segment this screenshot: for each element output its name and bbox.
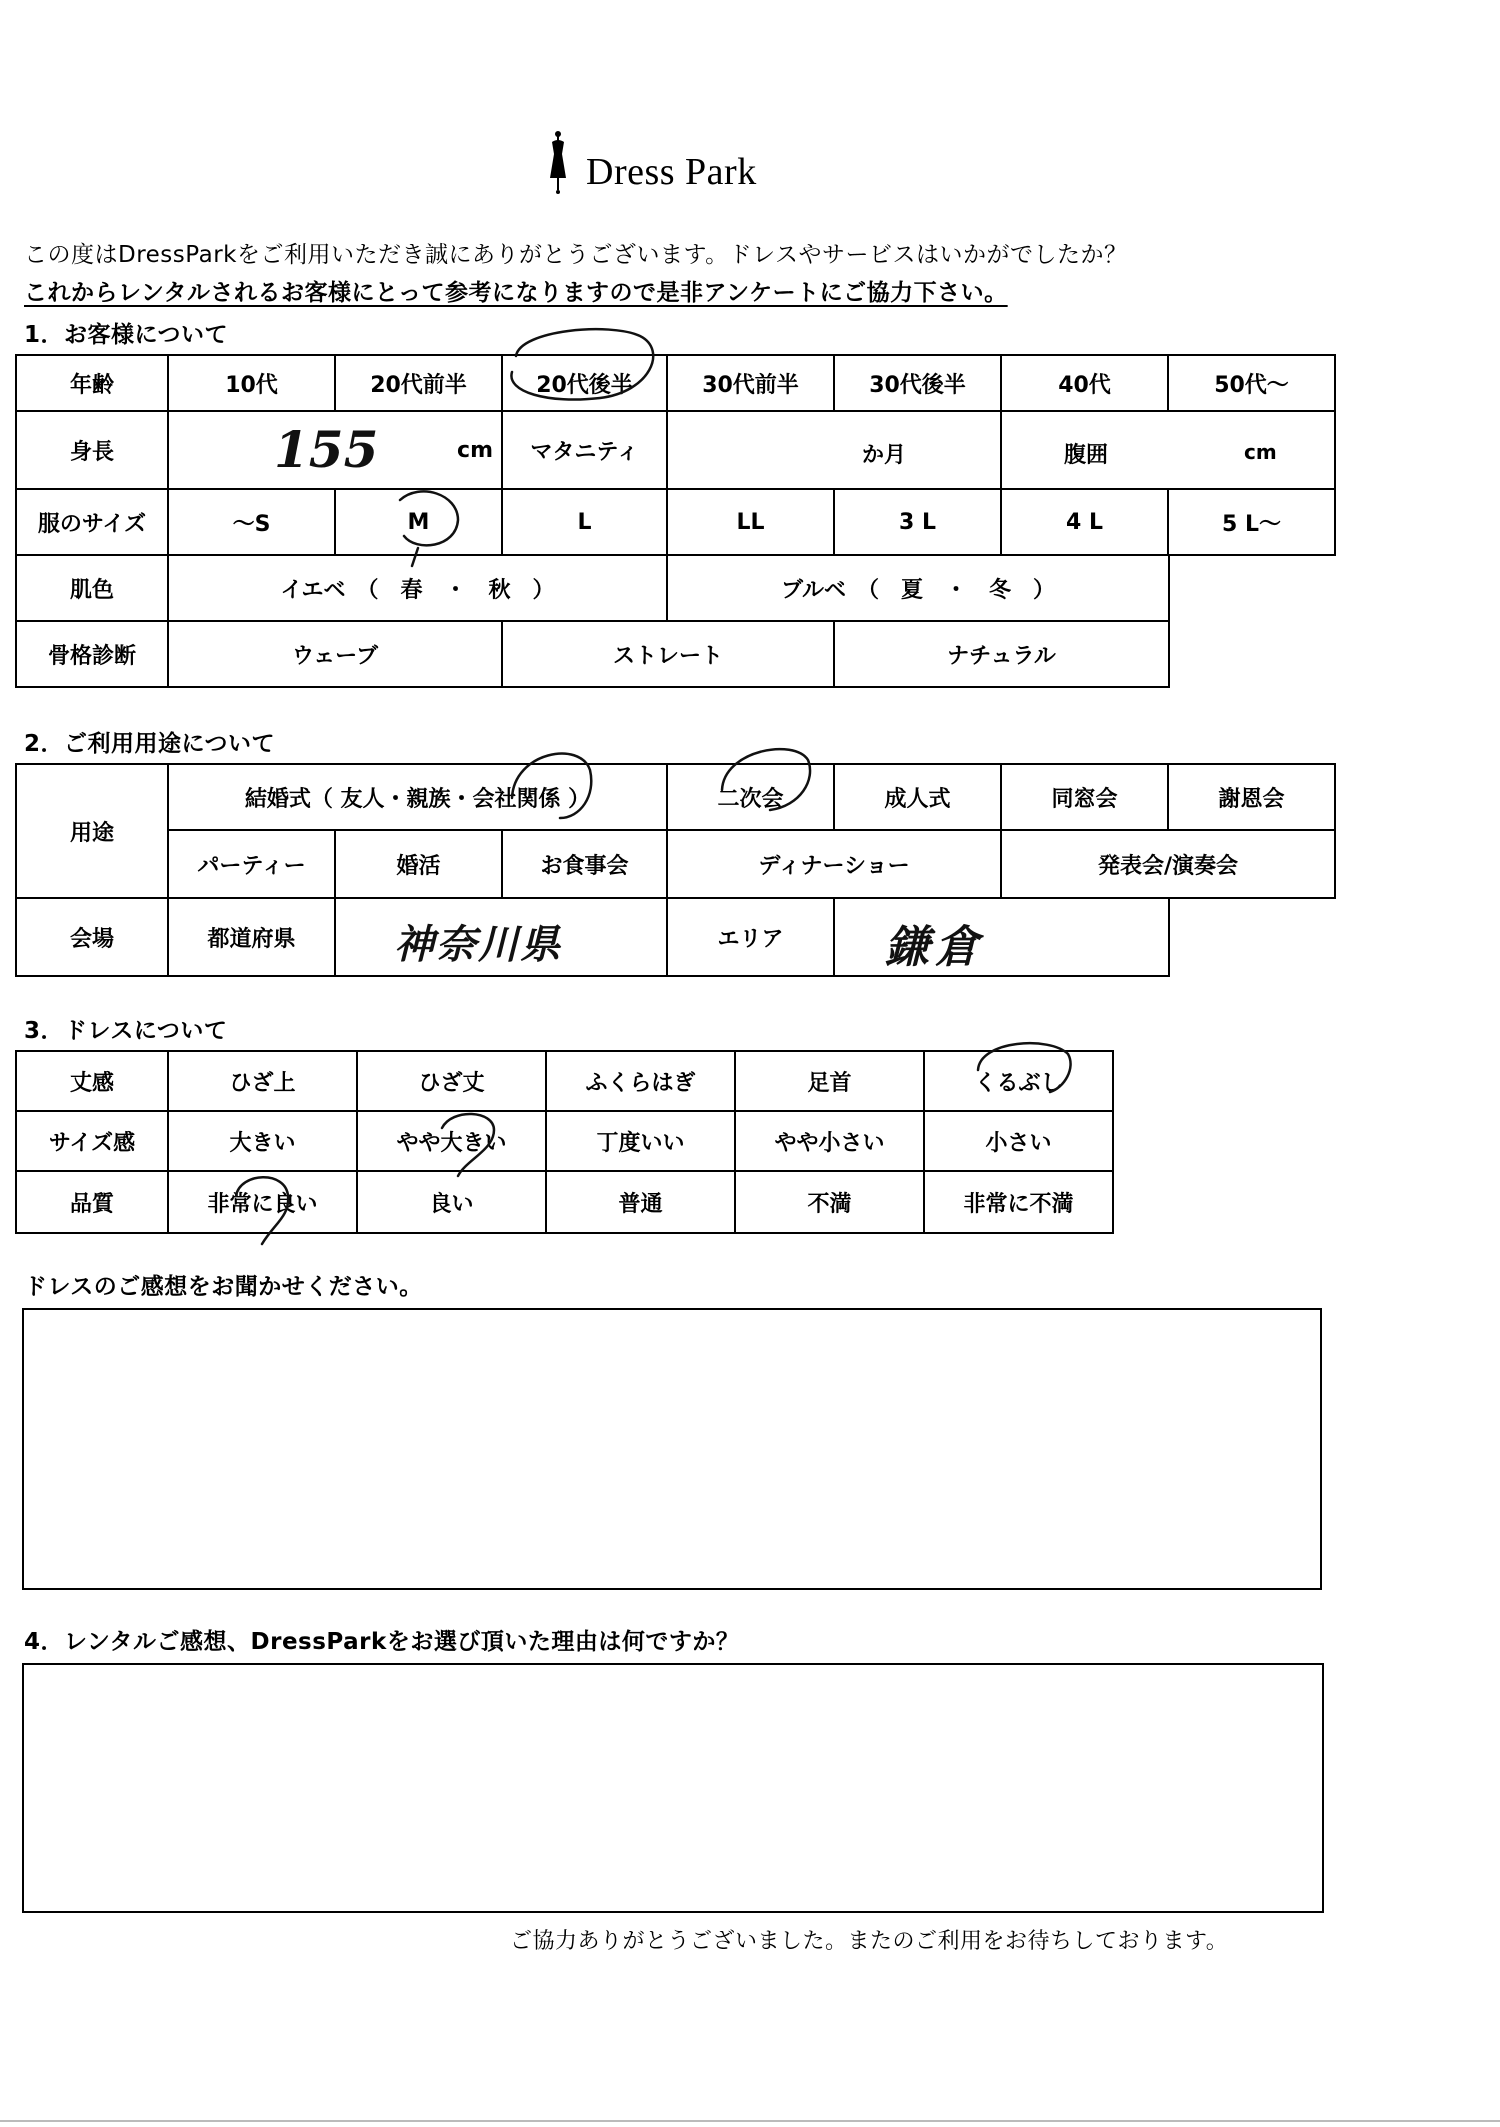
waist-field[interactable]	[1000, 410, 1336, 490]
age-option-early-20s[interactable]: 20代前半	[334, 354, 503, 412]
waist-label: 腹囲	[1064, 443, 1109, 468]
size-option-3l[interactable]: 3 L	[833, 488, 1002, 556]
section1-title: 1．お客様について	[24, 322, 229, 348]
months-unit: か月	[862, 443, 907, 468]
brand-name: Dress Park	[586, 151, 757, 193]
quality-poor[interactable]: 不満	[734, 1170, 925, 1234]
prefecture-label: 都道府県	[167, 897, 336, 977]
size-option-ll[interactable]: LL	[666, 488, 835, 556]
purpose-label: 用途	[15, 763, 169, 899]
quality-good[interactable]: 良い	[356, 1170, 547, 1234]
section3-title: 3．ドレスについて	[24, 1018, 228, 1044]
age-option-late-20s[interactable]: 20代後半	[501, 354, 668, 412]
length-knee[interactable]: ひざ丈	[356, 1050, 547, 1112]
dress-comment-prompt: ドレスのご感想をお聞かせください。	[24, 1274, 423, 1300]
skin-label: 肌色	[15, 554, 169, 622]
length-above-knee[interactable]: ひざ上	[167, 1050, 358, 1112]
purpose-thanks-party[interactable]: 謝恩会	[1167, 763, 1336, 831]
purpose-dinner-show[interactable]: ディナーショー	[666, 829, 1002, 899]
purpose-konkatsu[interactable]: 婚活	[334, 829, 503, 899]
age-option-10s[interactable]: 10代	[167, 354, 336, 412]
quality-label: 品質	[15, 1170, 169, 1234]
area-label: エリア	[666, 897, 835, 977]
area-field[interactable]	[833, 897, 1170, 977]
length-floor[interactable]: くるぶし	[923, 1050, 1114, 1112]
age-label: 年齢	[15, 354, 169, 412]
notice-text: これからレンタルされるお客様にとって参考になりますので是非アンケートにご協力下さい。	[24, 280, 1008, 306]
fit-label: サイズ感	[15, 1110, 169, 1172]
quality-very-poor[interactable]: 非常に不満	[923, 1170, 1114, 1234]
purpose-coming-of-age[interactable]: 成人式	[833, 763, 1002, 831]
intro-text: この度はDressParkをご利用いただき誠にありがとうございます。ドレスやサービスはいかがでしたか？	[24, 242, 1128, 268]
scan-edge-line	[0, 2120, 1500, 2122]
size-option-m[interactable]: M	[334, 488, 503, 556]
size-option-s[interactable]: 〜S	[167, 488, 336, 556]
quality-average[interactable]: 普通	[545, 1170, 736, 1234]
height-unit: cm	[457, 438, 493, 463]
age-option-40s[interactable]: 40代	[1000, 354, 1169, 412]
maternity-label: マタニティ	[501, 410, 668, 490]
prefecture-field[interactable]	[334, 897, 668, 977]
frame-option-straight[interactable]: ストレート	[501, 620, 835, 688]
size-label: 服のサイズ	[15, 488, 169, 556]
height-label: 身長	[15, 410, 169, 490]
maternity-months-field[interactable]	[666, 410, 1002, 490]
height-value: 155	[274, 420, 379, 479]
fit-slightly-large[interactable]: やや大きい	[356, 1110, 547, 1172]
closing-text: ご協力ありがとうございました。またのご利用をお待ちしております。	[510, 1929, 1229, 1954]
quality-very-good[interactable]: 非常に良い	[167, 1170, 358, 1234]
length-label: 丈感	[15, 1050, 169, 1112]
age-option-early-30s[interactable]: 30代前半	[666, 354, 835, 412]
frame-option-wave[interactable]: ウェーブ	[167, 620, 503, 688]
length-calf[interactable]: ふくらはぎ	[545, 1050, 736, 1112]
purpose-party[interactable]: パーティー	[167, 829, 336, 899]
purpose-after-party[interactable]: 二次会	[666, 763, 835, 831]
purpose-reunion[interactable]: 同窓会	[1000, 763, 1169, 831]
dress-comment-box[interactable]	[22, 1308, 1322, 1590]
purpose-recital[interactable]: 発表会/演奏会	[1000, 829, 1336, 899]
venue-label: 会場	[15, 897, 169, 977]
age-option-50s[interactable]: 50代〜	[1167, 354, 1336, 412]
size-option-5l[interactable]: 5 L〜	[1167, 488, 1336, 556]
purpose-dinner-meeting[interactable]: お食事会	[501, 829, 668, 899]
size-option-4l[interactable]: 4 L	[1000, 488, 1169, 556]
purpose-wedding[interactable]: 結婚式（ 友人・親族・会社関係 ）	[167, 763, 668, 831]
section4-title: 4．レンタルご感想、DressParkをお選び頂いた理由は何ですか？	[24, 1629, 740, 1655]
frame-option-natural[interactable]: ナチュラル	[833, 620, 1170, 688]
fit-slightly-small[interactable]: やや小さい	[734, 1110, 925, 1172]
height-field[interactable]	[167, 410, 503, 490]
size-option-l[interactable]: L	[501, 488, 668, 556]
rental-comment-box[interactable]	[22, 1663, 1324, 1913]
fit-large[interactable]: 大きい	[167, 1110, 358, 1172]
fit-small[interactable]: 小さい	[923, 1110, 1114, 1172]
area-value: 鎌倉	[885, 922, 985, 973]
skin-blue-base[interactable]: ブルベ （ 夏 ・ 冬 ）	[666, 554, 1170, 622]
frame-label: 骨格診断	[15, 620, 169, 688]
skin-yellow-base[interactable]: イエベ （ 春 ・ 秋 ）	[167, 554, 668, 622]
age-option-late-30s[interactable]: 30代後半	[833, 354, 1002, 412]
waist-unit: cm	[1244, 440, 1277, 464]
section2-title: 2．ご利用用途について	[24, 731, 276, 757]
length-ankle[interactable]: 足首	[734, 1050, 925, 1112]
fit-just-right[interactable]: 丁度いい	[545, 1110, 736, 1172]
prefecture-value: 神奈川県	[394, 921, 562, 968]
